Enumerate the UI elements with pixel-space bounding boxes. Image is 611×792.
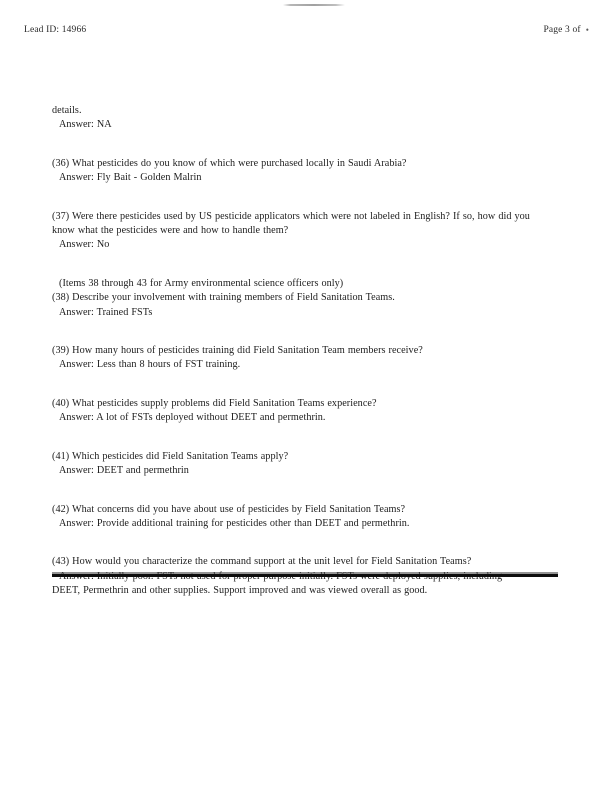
question-text: (41) Which pesticides did Field Sanitation Teams apply? (52, 450, 289, 462)
continuation-answer: Answer: NA (59, 119, 112, 131)
answer-text: Answer: DEET and permethrin (59, 465, 189, 477)
document-body (52, 104, 564, 611)
answer-text: Answer: Less than 8 hours of FST training. (59, 359, 241, 371)
question-text: (42) What concerns did you have about use of pesticides by Field Sanitation Teams? (52, 503, 406, 515)
question-text-continued: know what the pesticides were and how to handle them? (52, 225, 289, 237)
question-text: (36) What pesticides do you know of which were purchased locally in Saudi Arabia? (52, 157, 407, 169)
continuation-block (52, 104, 564, 133)
question-block-37 (52, 210, 564, 253)
question-text: (38) Describe your involvement with training members of Field Sanitation Teams. (52, 292, 395, 304)
question-block-36 (52, 157, 564, 186)
lead-id-label: Lead ID: 14966 (24, 25, 87, 35)
answer-text: Answer: Provide additional training for pesticides other than DEET and permethrin. (59, 517, 410, 529)
question-block-38 (52, 277, 564, 320)
question-text: (39) How many hours of pesticides training did Field Sanitation Team members receive? (52, 345, 423, 357)
page-number-text: Page 3 of (543, 25, 581, 36)
answer-text: Answer: Fly Bait - Golden Malrin (59, 172, 202, 184)
answer-text: Answer: A lot of FSTs deployed without DEET and permethrin. (59, 412, 326, 424)
question-block-39 (52, 344, 564, 373)
answer-text: Answer: No (59, 239, 110, 251)
section-note: (Items 38 through 43 for Army environmental science officers only) (59, 277, 344, 289)
page-number-trailing-mark: • (585, 25, 589, 35)
question-block-41 (52, 450, 564, 479)
question-text: (43) How would you characterize the command support at the unit level for Field Sanitation Teams? (52, 556, 472, 568)
scan-artifact-smudge (283, 4, 345, 6)
question-block-42 (52, 503, 564, 532)
question-text: (37) Were there pesticides used by US pesticide applicators which were not labeled in English? If so, how did you (52, 210, 530, 222)
question-block-40 (52, 397, 564, 426)
page-number-label (543, 25, 589, 35)
page-header (0, 25, 611, 41)
section-divider-rule (52, 574, 558, 577)
continuation-text: details. (52, 105, 82, 116)
answer-text: Answer: Trained FSTs (59, 306, 153, 318)
question-text: (40) What pesticides supply problems did Field Sanitation Teams experience? (52, 397, 377, 409)
answer-text-continued: DEET, Permethrin and other supplies. Support improved and was viewed overall as good. (52, 585, 428, 597)
